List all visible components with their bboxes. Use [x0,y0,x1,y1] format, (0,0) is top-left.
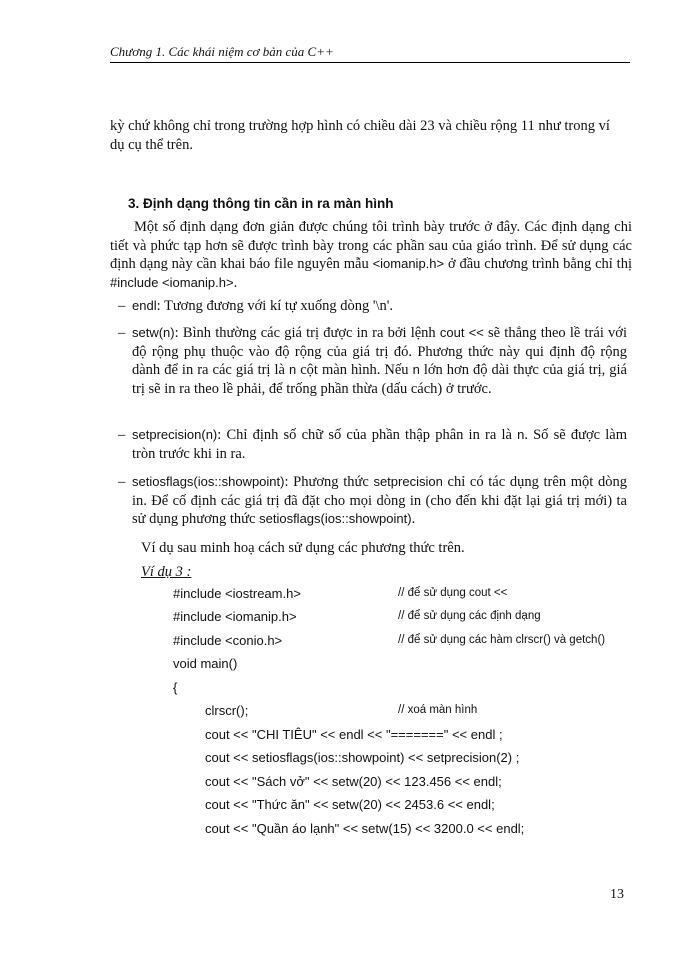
intro-line: kỳ chứ không chỉ trong trường hợp hình có chiều dài 23 và chiều rộng 11 như trong ví [110,118,610,134]
section-paragraph [110,218,632,292]
bullet-keyword: n [288,362,297,377]
example-title-suffix: : [182,564,192,580]
bullet-text: . Số sẽ được làm tròn trước khi in ra. [132,427,627,462]
bullet-text: : Tương đương với kí tự xuống dòng '\n'. [156,298,393,314]
bullet-keyword: setprecision [373,474,443,489]
code-line: cout << "Quần áo lạnh" << setw(15) << 3200.0 << endl; [205,821,525,836]
code-comment: // xoá màn hình [398,704,478,716]
bullet-keyword: setiosflags(ios::showpoint) [259,511,412,526]
code-line: void main() [173,656,238,671]
code-line: cout << "CHI TIÊU" << endl << "=======" << endl ; [205,727,503,742]
bullet-text: cột màn hình. Nếu [296,362,413,378]
bullet-setprecision [118,426,627,463]
code-comment: // để sử dụng các hàm clrscr() và getch() [398,634,606,646]
code-line: #include <conio.h> [173,633,283,648]
running-header: Chương 1. Các khái niệm cơ bản của C++ [110,44,334,59]
example-title [141,564,191,581]
para-text: Một số định dạng đơn giản được chúng tôi trình bày trước ở đây. Các định dạng chi tiết và phức tạp hơn sẽ được trình bày trong các phần sau của giáo trình. Để sử dụng các định dạng này cần khai báo file nguyên mẫu [110,219,632,272]
bullet-text: : Bình thường các giá trị được in ra bởi lệnh [174,325,440,341]
code-line: cout << setiosflags(ios::showpoint) << setprecision(2) ; [205,750,520,765]
dash-marker: – [118,474,126,490]
intro-paragraph [110,117,632,155]
intro-line: dụ cụ thể trên. [110,137,193,153]
page-number: 13 [610,887,624,902]
bullet-keyword: n [517,427,525,442]
bullet-setiosflags [118,473,627,529]
bullet-setw [118,324,627,398]
bullet-text: : Phương thức [284,474,374,490]
code-line: { [173,680,178,695]
bullet-keyword: cout << [439,325,484,340]
para-header: <iomanip.h> [372,256,445,271]
para-end: . [233,274,238,291]
code-line: cout << "Sách vở" << setw(20) << 123.456 << endl; [205,774,502,789]
code-line: cout << "Thức ăn" << setw(20) << 2453.6 << endl; [205,797,495,812]
bullet-text: chỉ có tác dụng trên một dòng in. Để cố định các giá trị đã đặt cho mọi dòng in (cho đến khi đặt lại giá trị mới) ta sử dụng phương thức [132,474,627,527]
bullet-keyword: setiosflags(ios::showpoint) [132,474,285,489]
header-rule [110,62,630,63]
code-line: #include <iomanip.h> [173,609,297,624]
section-heading: 3. Định dạng thông tin cần in ra màn hình [128,196,394,211]
code-comment: // để sử dụng cout << [398,587,508,599]
bullet-text: lớn hơn độ dài thực của giá trị, giá trị sẽ in ra theo lề phải, để trống phần thừa (dấu cách) ở trước. [132,362,627,397]
bullet-keyword: endl [132,298,157,313]
code-line: #include <iostream.h> [173,586,301,601]
example-title-text: Ví dụ 3 [141,564,183,580]
bullet-keyword: n [412,362,420,377]
dash-marker: – [118,325,126,341]
example-intro: Ví dụ sau minh hoạ cách sử dụng các phương thức trên. [141,540,465,556]
para-text: ở đầu chương trình bằng chỉ thị [444,256,632,272]
code-line: clrscr(); [205,703,249,718]
bullet-text: . [411,511,416,527]
dash-marker: – [118,427,126,443]
code-comment: // để sử dụng các định dạng [398,610,541,622]
bullet-keyword: setprecision(n) [132,427,218,442]
bullet-text: sẽ thẳng theo lề trái với độ rộng phụ thuộc vào độ rộng của giá trị đó. Phương thức này qui định độ rộng dành để in ra các giá trị là [132,325,627,378]
bullet-keyword: setw(n) [132,325,175,340]
dash-marker: – [118,298,126,314]
bullet-endl [118,297,627,316]
bullet-text: : Chỉ định số chữ số của phần thập phân in ra là [217,427,518,443]
para-include: #include <iomanip.h> [110,274,234,290]
